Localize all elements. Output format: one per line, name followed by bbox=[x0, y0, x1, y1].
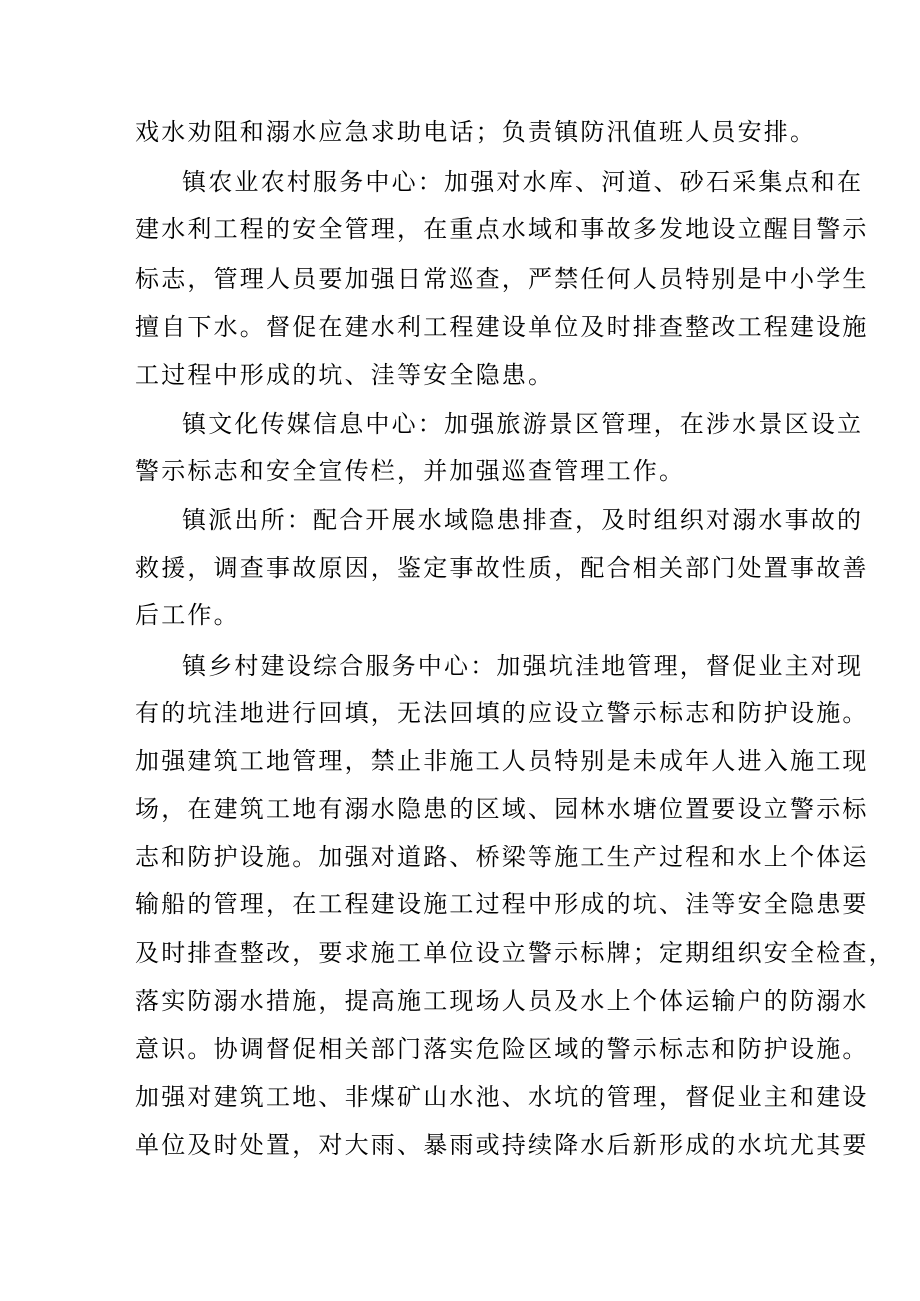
text-line: 落实防溺水措施，提高施工现场人员及水上个体运输户的防溺水 bbox=[135, 987, 869, 1015]
text-line: 意识。协调督促相关部门落实危险区域的警示标志和防护设施。 bbox=[135, 1035, 869, 1063]
text-line: 单位及时处置，对大雨、暴雨或持续降水后新形成的水坑尤其要 bbox=[135, 1131, 869, 1159]
text-line: 戏水劝阻和溺水应急求助电话；负责镇防汛值班人员安排。 bbox=[135, 118, 817, 146]
text-line: 建水利工程的安全管理，在重点水域和事故多发地设立醒目警示 bbox=[135, 215, 869, 243]
paragraph-first-line: 镇派出所：配合开展水域隐患排查，及时组织对溺水事故的 bbox=[182, 506, 864, 534]
text-line: 加强建筑工地管理，禁止非施工人员特别是未成年人进入施工现 bbox=[135, 747, 869, 775]
text-line: 标志，管理人员要加强日常巡查，严禁任何人员特别是中小学生 bbox=[135, 265, 869, 293]
text-line: 工过程中形成的坑、洼等安全隐患。 bbox=[135, 361, 555, 389]
paragraph-first-line: 镇文化传媒信息中心：加强旅游景区管理，在涉水景区设立 bbox=[182, 410, 864, 438]
text-line: 警示标志和安全宣传栏，并加强巡查管理工作。 bbox=[135, 457, 686, 485]
text-line: 及时排查整改，要求施工单位设立警示标牌；定期组织安全检查， bbox=[135, 939, 895, 967]
text-line: 有的坑洼地进行回填，无法回填的应设立警示标志和防护设施。 bbox=[135, 699, 869, 727]
paragraph-first-line: 镇乡村建设综合服务中心：加强坑洼地管理，督促业主对现 bbox=[182, 652, 864, 680]
text-line: 擅自下水。督促在建水利工程建设单位及时排查整改工程建设施 bbox=[135, 313, 869, 341]
text-line: 场，在建筑工地有溺水隐患的区域、园林水塘位置要设立警示标 bbox=[135, 795, 869, 823]
text-line: 加强对建筑工地、非煤矿山水池、水坑的管理，督促业主和建设 bbox=[135, 1083, 869, 1111]
text-line: 志和防护设施。加强对道路、桥梁等施工生产过程和水上个体运 bbox=[135, 843, 869, 871]
text-line: 输船的管理，在工程建设施工过程中形成的坑、洼等安全隐患要 bbox=[135, 890, 869, 918]
text-line: 救援，调查事故原因，鉴定事故性质，配合相关部门处置事故善 bbox=[135, 554, 869, 582]
text-line: 后工作。 bbox=[135, 601, 240, 629]
paragraph-first-line: 镇农业农村服务中心：加强对水库、河道、砂石采集点和在 bbox=[182, 168, 864, 196]
